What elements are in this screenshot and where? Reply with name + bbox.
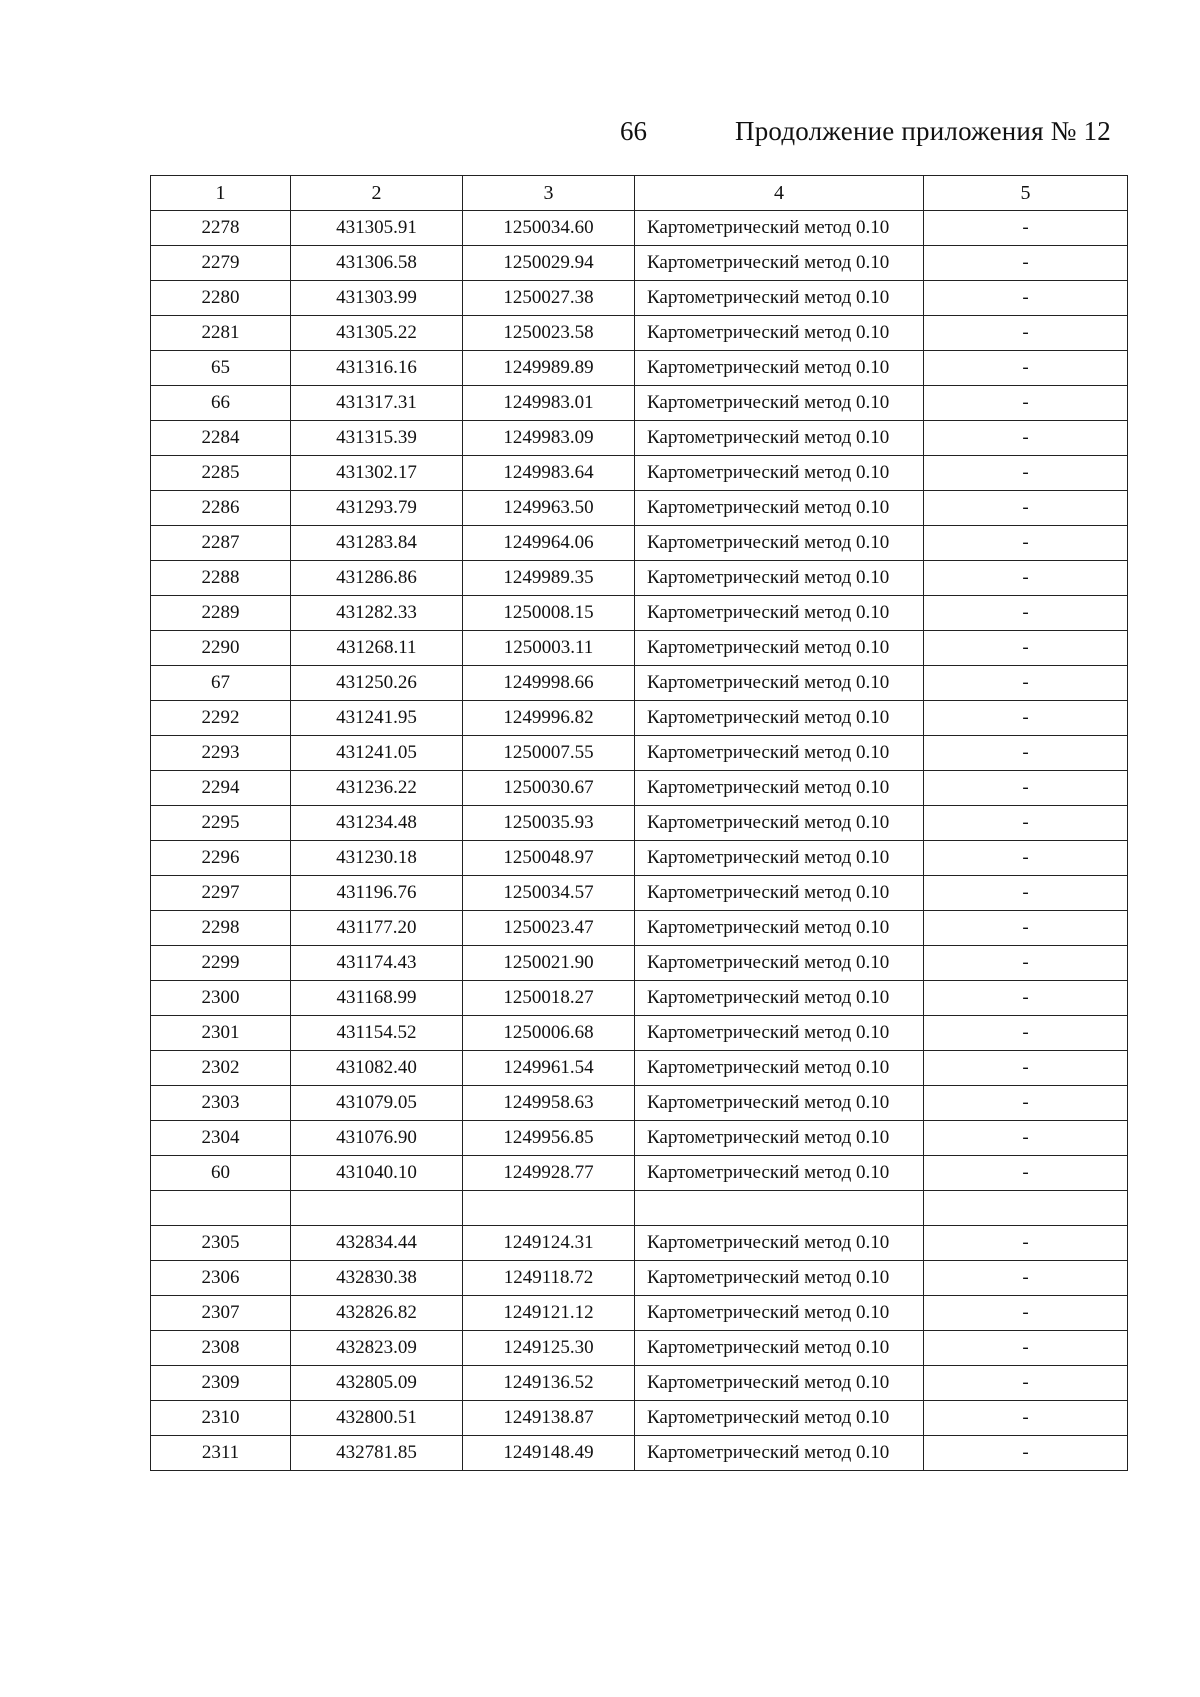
method-cell: Картометрический метод 0.10 <box>635 596 924 631</box>
table-row <box>151 1086 1128 1121</box>
note-cell: - <box>924 876 1128 911</box>
y-coordinate-cell: 1250023.58 <box>463 316 635 351</box>
table-row <box>151 386 1128 421</box>
method-cell: Картометрический метод 0.10 <box>635 911 924 946</box>
y-coordinate-cell: 1249118.72 <box>463 1261 635 1296</box>
note-cell: - <box>924 1226 1128 1261</box>
y-coordinate-cell: 1249956.85 <box>463 1121 635 1156</box>
method-cell: Картометрический метод 0.10 <box>635 841 924 876</box>
table-row <box>151 911 1128 946</box>
point-number-cell: 2310 <box>151 1401 291 1436</box>
method-cell: Картометрический метод 0.10 <box>635 456 924 491</box>
y-coordinate-cell: 1250021.90 <box>463 946 635 981</box>
note-cell: - <box>924 1156 1128 1191</box>
point-number-cell: 2302 <box>151 1051 291 1086</box>
point-number-cell: 2309 <box>151 1366 291 1401</box>
x-coordinate-cell: 431241.95 <box>291 701 463 736</box>
method-cell: Картометрический метод 0.10 <box>635 281 924 316</box>
note-cell: - <box>924 386 1128 421</box>
table-row <box>151 981 1128 1016</box>
table-row <box>151 946 1128 981</box>
point-number-cell: 2287 <box>151 526 291 561</box>
method-cell: Картометрический метод 0.10 <box>635 946 924 981</box>
x-coordinate-cell: 431302.17 <box>291 456 463 491</box>
point-number-cell: 2285 <box>151 456 291 491</box>
table-row <box>151 1051 1128 1086</box>
method-cell: Картометрический метод 0.10 <box>635 561 924 596</box>
x-coordinate-cell: 431303.99 <box>291 281 463 316</box>
x-coordinate-cell: 432830.38 <box>291 1261 463 1296</box>
y-coordinate-cell: 1250048.97 <box>463 841 635 876</box>
point-number-cell: 2278 <box>151 211 291 246</box>
point-number-cell: 2303 <box>151 1086 291 1121</box>
point-number-cell: 2281 <box>151 316 291 351</box>
x-coordinate-cell: 431236.22 <box>291 771 463 806</box>
x-coordinate-cell: 432834.44 <box>291 1226 463 1261</box>
note-cell <box>924 1191 1128 1226</box>
y-coordinate-cell: 1249121.12 <box>463 1296 635 1331</box>
method-cell: Картометрический метод 0.10 <box>635 1051 924 1086</box>
y-coordinate-cell: 1249983.01 <box>463 386 635 421</box>
x-coordinate-cell: 431076.90 <box>291 1121 463 1156</box>
y-coordinate-cell: 1249958.63 <box>463 1086 635 1121</box>
method-cell: Картометрический метод 0.10 <box>635 736 924 771</box>
x-coordinate-cell: 431283.84 <box>291 526 463 561</box>
x-coordinate-cell: 432826.82 <box>291 1296 463 1331</box>
y-coordinate-cell: 1250034.60 <box>463 211 635 246</box>
method-cell: Картометрический метод 0.10 <box>635 1436 924 1471</box>
method-cell: Картометрический метод 0.10 <box>635 876 924 911</box>
point-number-cell: 60 <box>151 1156 291 1191</box>
table-row <box>151 806 1128 841</box>
x-coordinate-cell: 431196.76 <box>291 876 463 911</box>
y-coordinate-cell: 1249138.87 <box>463 1401 635 1436</box>
x-coordinate-cell: 431177.20 <box>291 911 463 946</box>
point-number-cell: 2296 <box>151 841 291 876</box>
note-cell: - <box>924 631 1128 666</box>
method-cell: Картометрический метод 0.10 <box>635 211 924 246</box>
x-coordinate-cell: 432805.09 <box>291 1366 463 1401</box>
point-number-cell: 2311 <box>151 1436 291 1471</box>
y-coordinate-cell: 1249996.82 <box>463 701 635 736</box>
method-cell: Картометрический метод 0.10 <box>635 526 924 561</box>
note-cell: - <box>924 771 1128 806</box>
method-cell: Картометрический метод 0.10 <box>635 666 924 701</box>
table-row <box>151 1401 1128 1436</box>
x-coordinate-cell: 431268.11 <box>291 631 463 666</box>
x-coordinate-cell: 431315.39 <box>291 421 463 456</box>
method-cell: Картометрический метод 0.10 <box>635 701 924 736</box>
page-number: 66 <box>620 116 647 146</box>
point-number-cell: 2295 <box>151 806 291 841</box>
table-row <box>151 246 1128 281</box>
y-coordinate-cell: 1249125.30 <box>463 1331 635 1366</box>
note-cell: - <box>924 281 1128 316</box>
method-cell: Картометрический метод 0.10 <box>635 246 924 281</box>
table-row <box>151 281 1128 316</box>
y-coordinate-cell: 1250030.67 <box>463 771 635 806</box>
point-number-cell: 67 <box>151 666 291 701</box>
y-coordinate-cell: 1249928.77 <box>463 1156 635 1191</box>
note-cell: - <box>924 1401 1128 1436</box>
table-row <box>151 491 1128 526</box>
point-number-cell: 2288 <box>151 561 291 596</box>
note-cell: - <box>924 246 1128 281</box>
note-cell: - <box>924 841 1128 876</box>
x-coordinate-cell: 431305.91 <box>291 211 463 246</box>
method-cell: Картометрический метод 0.10 <box>635 351 924 386</box>
y-coordinate-cell: 1250035.93 <box>463 806 635 841</box>
appendix-title: Продолжение приложения № 12 <box>735 116 1111 146</box>
note-cell: - <box>924 1121 1128 1156</box>
note-cell: - <box>924 421 1128 456</box>
point-number-cell: 2307 <box>151 1296 291 1331</box>
method-cell: Картометрический метод 0.10 <box>635 806 924 841</box>
note-cell: - <box>924 701 1128 736</box>
point-number-cell: 2292 <box>151 701 291 736</box>
note-cell: - <box>924 946 1128 981</box>
y-coordinate-cell: 1249983.64 <box>463 456 635 491</box>
x-coordinate-cell: 431317.31 <box>291 386 463 421</box>
method-cell: Картометрический метод 0.10 <box>635 386 924 421</box>
y-coordinate-cell: 1249136.52 <box>463 1366 635 1401</box>
method-cell: Картометрический метод 0.10 <box>635 1401 924 1436</box>
note-cell: - <box>924 1086 1128 1121</box>
note-cell: - <box>924 491 1128 526</box>
x-coordinate-cell: 431174.43 <box>291 946 463 981</box>
note-cell: - <box>924 1016 1128 1051</box>
x-coordinate-cell: 431286.86 <box>291 561 463 596</box>
table-row <box>151 1436 1128 1471</box>
table-row <box>151 456 1128 491</box>
y-coordinate-cell: 1250006.68 <box>463 1016 635 1051</box>
method-cell: Картометрический метод 0.10 <box>635 1016 924 1051</box>
note-cell: - <box>924 981 1128 1016</box>
note-cell: - <box>924 1366 1128 1401</box>
table-row <box>151 1191 1128 1226</box>
table-row <box>151 1121 1128 1156</box>
note-cell: - <box>924 1296 1128 1331</box>
note-cell: - <box>924 351 1128 386</box>
x-coordinate-cell: 431234.48 <box>291 806 463 841</box>
note-cell: - <box>924 316 1128 351</box>
table-row <box>151 421 1128 456</box>
table-row <box>151 1156 1128 1191</box>
point-number-cell: 2290 <box>151 631 291 666</box>
x-coordinate-cell: 431168.99 <box>291 981 463 1016</box>
point-number-cell: 2300 <box>151 981 291 1016</box>
point-number-cell: 2293 <box>151 736 291 771</box>
method-cell: Картометрический метод 0.10 <box>635 1121 924 1156</box>
x-coordinate-cell: 431241.05 <box>291 736 463 771</box>
y-coordinate-cell: 1249998.66 <box>463 666 635 701</box>
table-row <box>151 631 1128 666</box>
table-row <box>151 596 1128 631</box>
method-cell: Картометрический метод 0.10 <box>635 631 924 666</box>
y-coordinate-cell: 1250007.55 <box>463 736 635 771</box>
point-number-cell: 2286 <box>151 491 291 526</box>
note-cell: - <box>924 1436 1128 1471</box>
table-row <box>151 841 1128 876</box>
point-number-cell: 2304 <box>151 1121 291 1156</box>
x-coordinate-cell: 431040.10 <box>291 1156 463 1191</box>
point-number-cell: 2298 <box>151 911 291 946</box>
method-cell: Картометрический метод 0.10 <box>635 1331 924 1366</box>
y-coordinate-cell: 1249983.09 <box>463 421 635 456</box>
column-header: 4 <box>635 176 924 211</box>
method-cell <box>635 1191 924 1226</box>
y-coordinate-cell: 1249961.54 <box>463 1051 635 1086</box>
table-row <box>151 876 1128 911</box>
method-cell: Картометрический метод 0.10 <box>635 1296 924 1331</box>
x-coordinate-cell: 431082.40 <box>291 1051 463 1086</box>
x-coordinate-cell: 431230.18 <box>291 841 463 876</box>
table-row <box>151 701 1128 736</box>
note-cell: - <box>924 211 1128 246</box>
point-number-cell: 2301 <box>151 1016 291 1051</box>
table-row <box>151 666 1128 701</box>
point-number-cell: 2299 <box>151 946 291 981</box>
y-coordinate-cell: 1250027.38 <box>463 281 635 316</box>
note-cell: - <box>924 666 1128 701</box>
table-row <box>151 1296 1128 1331</box>
column-header: 3 <box>463 176 635 211</box>
table-row <box>151 1366 1128 1401</box>
y-coordinate-cell: 1250034.57 <box>463 876 635 911</box>
point-number-cell: 65 <box>151 351 291 386</box>
y-coordinate-cell: 1249124.31 <box>463 1226 635 1261</box>
note-cell: - <box>924 1051 1128 1086</box>
page-header <box>0 116 1200 152</box>
column-header: 1 <box>151 176 291 211</box>
point-number-cell: 2308 <box>151 1331 291 1366</box>
table-row <box>151 1016 1128 1051</box>
x-coordinate-cell <box>291 1191 463 1226</box>
method-cell: Картометрический метод 0.10 <box>635 1226 924 1261</box>
note-cell: - <box>924 911 1128 946</box>
method-cell: Картометрический метод 0.10 <box>635 1086 924 1121</box>
table-row <box>151 1261 1128 1296</box>
x-coordinate-cell: 431306.58 <box>291 246 463 281</box>
table-row <box>151 771 1128 806</box>
note-cell: - <box>924 561 1128 596</box>
x-coordinate-cell: 431293.79 <box>291 491 463 526</box>
table-row <box>151 561 1128 596</box>
x-coordinate-cell: 431079.05 <box>291 1086 463 1121</box>
point-number-cell: 2294 <box>151 771 291 806</box>
note-cell: - <box>924 1331 1128 1366</box>
method-cell: Картометрический метод 0.10 <box>635 1261 924 1296</box>
method-cell: Картометрический метод 0.10 <box>635 1156 924 1191</box>
x-coordinate-cell: 431154.52 <box>291 1016 463 1051</box>
x-coordinate-cell: 432781.85 <box>291 1436 463 1471</box>
point-number-cell: 2284 <box>151 421 291 456</box>
note-cell: - <box>924 1261 1128 1296</box>
y-coordinate-cell: 1249148.49 <box>463 1436 635 1471</box>
coordinates-table <box>150 175 1128 1471</box>
column-header: 2 <box>291 176 463 211</box>
x-coordinate-cell: 431316.16 <box>291 351 463 386</box>
y-coordinate-cell: 1250029.94 <box>463 246 635 281</box>
y-coordinate-cell: 1249989.89 <box>463 351 635 386</box>
method-cell: Картометрический метод 0.10 <box>635 491 924 526</box>
point-number-cell: 2279 <box>151 246 291 281</box>
x-coordinate-cell: 431250.26 <box>291 666 463 701</box>
x-coordinate-cell: 432800.51 <box>291 1401 463 1436</box>
note-cell: - <box>924 806 1128 841</box>
y-coordinate-cell: 1249964.06 <box>463 526 635 561</box>
method-cell: Картометрический метод 0.10 <box>635 316 924 351</box>
y-coordinate-cell: 1249989.35 <box>463 561 635 596</box>
point-number-cell: 2305 <box>151 1226 291 1261</box>
y-coordinate-cell: 1249963.50 <box>463 491 635 526</box>
method-cell: Картометрический метод 0.10 <box>635 1366 924 1401</box>
table-row <box>151 736 1128 771</box>
y-coordinate-cell: 1250023.47 <box>463 911 635 946</box>
point-number-cell: 2280 <box>151 281 291 316</box>
y-coordinate-cell: 1250018.27 <box>463 981 635 1016</box>
point-number-cell: 2297 <box>151 876 291 911</box>
table-row <box>151 316 1128 351</box>
table-row <box>151 526 1128 561</box>
x-coordinate-cell: 431282.33 <box>291 596 463 631</box>
note-cell: - <box>924 596 1128 631</box>
note-cell: - <box>924 736 1128 771</box>
point-number-cell: 66 <box>151 386 291 421</box>
column-header: 5 <box>924 176 1128 211</box>
method-cell: Картометрический метод 0.10 <box>635 421 924 456</box>
x-coordinate-cell: 432823.09 <box>291 1331 463 1366</box>
table-row <box>151 211 1128 246</box>
method-cell: Картометрический метод 0.10 <box>635 771 924 806</box>
table-row <box>151 351 1128 386</box>
y-coordinate-cell: 1250008.15 <box>463 596 635 631</box>
note-cell: - <box>924 526 1128 561</box>
point-number-cell: 2289 <box>151 596 291 631</box>
table-row <box>151 1331 1128 1366</box>
y-coordinate-cell <box>463 1191 635 1226</box>
point-number-cell <box>151 1191 291 1226</box>
y-coordinate-cell: 1250003.11 <box>463 631 635 666</box>
table-header-row <box>151 176 1128 211</box>
x-coordinate-cell: 431305.22 <box>291 316 463 351</box>
point-number-cell: 2306 <box>151 1261 291 1296</box>
note-cell: - <box>924 456 1128 491</box>
method-cell: Картометрический метод 0.10 <box>635 981 924 1016</box>
table-row <box>151 1226 1128 1261</box>
